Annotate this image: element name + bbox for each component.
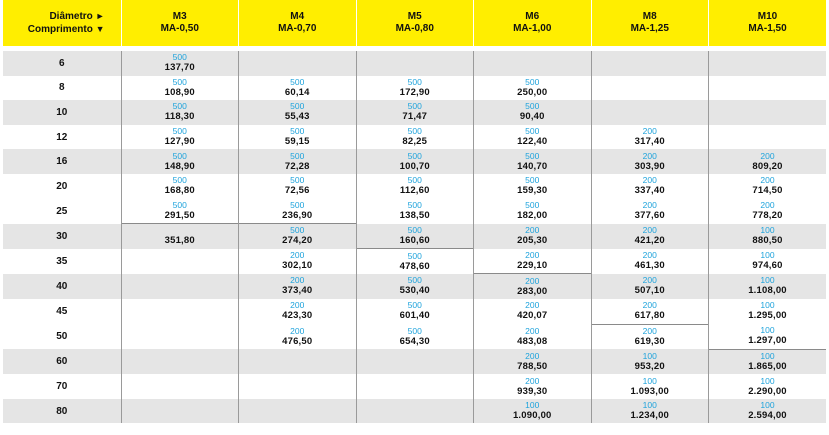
price-cell: [474, 199, 592, 224]
unit-price: 160,60: [399, 234, 430, 246]
pack-quantity: 100: [642, 400, 657, 411]
length-cell: 45: [3, 299, 121, 324]
unit-price: 461,30: [634, 260, 665, 272]
unit-price: 303,90: [634, 160, 665, 172]
length-cell: 80: [3, 399, 121, 424]
price-table: [3, 0, 826, 423]
price-cell: [121, 76, 239, 101]
price-cell: [239, 274, 357, 299]
unit-price: 478,60: [399, 260, 430, 272]
pack-quantity: 500: [172, 150, 187, 161]
pack-quantity: 500: [407, 325, 422, 336]
price-cell: [239, 174, 357, 199]
pack-quantity: 200: [525, 250, 540, 261]
right-arrow-icon: ►: [95, 11, 105, 21]
price-cell: [239, 399, 357, 424]
pack-quantity: 100: [760, 325, 775, 336]
column-header-m10: M10 MA-1,50: [709, 0, 827, 46]
pack-quantity: 100: [760, 250, 775, 261]
price-cell: [474, 125, 592, 150]
pack-quantity: 200: [642, 250, 657, 261]
table-row: [3, 249, 826, 274]
price-cell: [121, 299, 239, 324]
length-cell: 12: [3, 125, 121, 150]
unit-price: 302,10: [282, 260, 313, 272]
price-cell: [356, 224, 474, 249]
unit-price: 619,30: [634, 335, 665, 347]
unit-price: 1.865,00: [748, 360, 787, 372]
pack-quantity: 500: [290, 101, 305, 112]
unit-price: 373,40: [282, 285, 313, 297]
table-row: [3, 100, 826, 125]
length-cell: 40: [3, 274, 121, 299]
unit-price: 2.594,00: [748, 410, 787, 422]
pack-quantity: 200: [525, 375, 540, 386]
unit-price: 654,30: [399, 335, 430, 347]
pack-quantity: 200: [525, 350, 540, 361]
length-cell: 8: [3, 76, 121, 101]
pack-quantity: 100: [525, 400, 540, 411]
unit-price: 59,15: [284, 136, 310, 148]
pack-quantity: 500: [407, 175, 422, 186]
price-cell: [709, 399, 827, 424]
price-cell: [474, 374, 592, 399]
unit-price: 809,20: [752, 160, 783, 172]
price-cell: [591, 149, 709, 174]
price-cell: [356, 299, 474, 324]
unit-price: 880,50: [752, 235, 783, 247]
price-cell: [709, 149, 827, 174]
length-cell: 10: [3, 100, 121, 125]
price-cell: [356, 374, 474, 399]
unit-price: 159,30: [517, 185, 548, 197]
price-cell: [591, 324, 709, 349]
pack-quantity: 200: [642, 200, 657, 211]
price-cell: [709, 374, 827, 399]
unit-price: 82,25: [402, 136, 428, 148]
pack-quantity: 500: [290, 225, 305, 236]
table-row: [3, 299, 826, 324]
column-header-m6: M6 MA-1,00: [474, 0, 592, 46]
price-cell: [121, 149, 239, 174]
pack-quantity: 100: [760, 350, 775, 361]
table-body: [3, 46, 826, 423]
unit-price: 317,40: [634, 136, 665, 148]
price-cell: [591, 51, 709, 76]
price-cell: [239, 100, 357, 125]
table-row: [3, 349, 826, 374]
price-cell: [591, 76, 709, 101]
pack-quantity: 500: [407, 126, 422, 137]
pack-quantity: 500: [172, 175, 187, 186]
pack-quantity: 200: [290, 275, 305, 286]
price-cell: [474, 51, 592, 76]
unit-price: 1.234,00: [630, 410, 670, 422]
price-cell: [591, 224, 709, 249]
unit-price: 100,70: [399, 160, 430, 172]
pack-quantity: 200: [760, 200, 775, 211]
price-cell: [356, 76, 474, 101]
price-cell: [239, 51, 357, 76]
price-cell: [356, 174, 474, 199]
unit-price: 1.297,00: [748, 335, 787, 347]
price-cell: [709, 100, 827, 125]
price-cell: [591, 299, 709, 324]
price-cell: [709, 125, 827, 150]
price-cell: [591, 125, 709, 150]
price-cell: [121, 125, 239, 150]
price-cell: [356, 249, 474, 274]
unit-price: 90,40: [519, 111, 545, 123]
unit-price: 1.093,00: [630, 385, 670, 397]
pack-quantity: 500: [407, 275, 422, 286]
pack-quantity: 200: [642, 325, 657, 336]
unit-price: 140,70: [517, 160, 548, 172]
column-header-m4: M4 MA-0,70: [239, 0, 357, 46]
price-cell: [591, 100, 709, 125]
price-cell: [356, 100, 474, 125]
unit-price: 423,30: [282, 310, 313, 322]
table-row: [3, 51, 826, 76]
unit-price: 60,14: [284, 86, 310, 98]
unit-price: 55,43: [284, 111, 310, 123]
price-cell: [474, 349, 592, 374]
price-cell: [239, 374, 357, 399]
price-cell: [121, 224, 239, 249]
unit-price: 530,40: [399, 285, 430, 297]
pack-quantity: 500: [290, 150, 305, 161]
unit-price: 351,80: [164, 235, 195, 247]
price-cell: [591, 274, 709, 299]
unit-price: 108,90: [164, 86, 195, 98]
price-cell: [709, 349, 827, 374]
unit-price: 778,20: [752, 210, 783, 222]
unit-price: 953,20: [634, 360, 665, 372]
table-row: [3, 274, 826, 299]
price-cell: [474, 324, 592, 349]
pack-quantity: 200: [525, 225, 540, 236]
pack-quantity: 100: [760, 300, 775, 311]
unit-price: 168,80: [164, 185, 195, 197]
price-cell: [709, 76, 827, 101]
price-cell: [121, 174, 239, 199]
price-cell: [709, 174, 827, 199]
unit-price: 229,10: [517, 260, 548, 272]
unit-price: 236,90: [282, 209, 313, 221]
price-cell: [121, 51, 239, 76]
unit-price: 974,60: [752, 260, 783, 272]
length-cell: 60: [3, 349, 121, 374]
unit-price: 1.090,00: [512, 410, 552, 422]
unit-price: 291,50: [164, 209, 195, 221]
length-cell: 35: [3, 249, 121, 274]
price-cell: [239, 349, 357, 374]
unit-price: 377,60: [634, 210, 665, 222]
pack-quantity: 500: [525, 126, 540, 137]
pack-quantity: 100: [760, 400, 775, 411]
unit-price: 138,50: [399, 210, 430, 222]
pack-quantity: 500: [290, 175, 305, 186]
length-cell: 70: [3, 374, 121, 399]
unit-price: 476,50: [282, 335, 313, 347]
length-cell: 30: [3, 224, 121, 249]
unit-price: 127,90: [164, 136, 195, 148]
price-cell: [356, 199, 474, 224]
price-cell: [121, 399, 239, 424]
price-cell: [591, 199, 709, 224]
unit-price: 274,20: [282, 235, 313, 247]
price-cell: [709, 224, 827, 249]
pack-quantity: 100: [760, 375, 775, 386]
price-cell: [239, 199, 357, 224]
pack-quantity: 200: [642, 300, 657, 311]
pack-quantity: 200: [642, 275, 657, 286]
unit-price: 172,90: [399, 86, 430, 98]
length-cell: 6: [3, 51, 121, 76]
pack-quantity: 500: [407, 224, 422, 235]
pack-quantity: 100: [642, 375, 657, 386]
pack-quantity: 200: [290, 300, 305, 311]
unit-price: 205,30: [517, 235, 548, 247]
header-row: [3, 0, 826, 46]
price-cell: [709, 274, 827, 299]
price-cell: [591, 174, 709, 199]
price-cell: [356, 324, 474, 349]
table-row: [3, 399, 826, 424]
unit-price: 137,70: [164, 62, 195, 74]
price-cell: [709, 324, 827, 349]
price-cell: [239, 149, 357, 174]
price-cell: [591, 374, 709, 399]
unit-price: 112,60: [399, 185, 430, 197]
unit-price: 714,50: [752, 185, 783, 197]
pack-quantity: 500: [172, 101, 187, 112]
unit-price: 122,40: [517, 136, 548, 148]
price-cell: [709, 51, 827, 76]
pack-quantity: 500: [290, 199, 305, 210]
price-cell: [121, 324, 239, 349]
column-header-m8: M8 MA-1,25: [591, 0, 709, 46]
unit-price: 283,00: [517, 285, 548, 297]
pack-quantity: 500: [525, 150, 540, 161]
pack-quantity: 500: [407, 200, 422, 211]
pack-quantity: 200: [760, 175, 775, 186]
price-cell: [239, 249, 357, 274]
unit-price: 788,50: [517, 360, 548, 372]
length-cell: 16: [3, 149, 121, 174]
price-cell: [121, 349, 239, 374]
price-cell: [474, 299, 592, 324]
pack-quantity: 200: [525, 325, 540, 336]
price-cell: [239, 125, 357, 150]
pack-quantity: 500: [407, 76, 422, 87]
unit-price: 148,90: [164, 160, 195, 172]
pack-quantity: 100: [760, 225, 775, 236]
table-row: [3, 149, 826, 174]
pack-quantity: 500: [525, 200, 540, 211]
pack-quantity: 500: [290, 76, 305, 87]
table-row: [3, 76, 826, 101]
pack-quantity: 100: [642, 350, 657, 361]
column-header-m5: M5 MA-0,80: [356, 0, 474, 46]
pack-quantity: 500: [407, 250, 422, 261]
unit-price: 421,20: [634, 235, 665, 247]
unit-price: 182,00: [517, 210, 548, 222]
price-cell: [591, 249, 709, 274]
unit-price: 601,40: [399, 310, 430, 322]
table-row: [3, 374, 826, 399]
length-label: Comprimento: [27, 24, 93, 35]
price-cell: [474, 224, 592, 249]
pack-quantity: 200: [760, 150, 775, 161]
pack-quantity: 500: [172, 126, 187, 137]
price-cell: [239, 299, 357, 324]
price-cell: [591, 399, 709, 424]
price-cell: [121, 249, 239, 274]
pack-quantity: 500: [172, 52, 187, 63]
pack-quantity: 500: [290, 126, 305, 137]
pack-quantity: 500: [172, 199, 187, 210]
unit-price: 118,30: [164, 111, 195, 123]
unit-price: 483,08: [517, 335, 548, 347]
unit-price: 420,07: [517, 310, 548, 322]
price-cell: [239, 324, 357, 349]
pack-quantity: 200: [290, 325, 305, 336]
price-cell: [356, 51, 474, 76]
price-cell: [474, 399, 592, 424]
pack-quantity: 500: [407, 150, 422, 161]
price-cell: [356, 349, 474, 374]
table-row: [3, 199, 826, 224]
table-row: [3, 174, 826, 199]
length-cell: 25: [3, 199, 121, 224]
table-row: [3, 324, 826, 349]
price-cell: [474, 174, 592, 199]
price-cell: [121, 374, 239, 399]
price-cell: [591, 349, 709, 374]
price-cell: [239, 224, 357, 249]
pack-quantity: 200: [525, 275, 540, 286]
unit-price: 617,80: [634, 310, 665, 322]
unit-price: 2.290,00: [748, 385, 787, 397]
price-cell: [474, 274, 592, 299]
pack-quantity: 200: [642, 175, 657, 186]
price-cell: [474, 249, 592, 274]
pack-quantity: 200: [642, 225, 657, 236]
diameter-label: Diâmetro: [49, 11, 93, 22]
pack-quantity: 200: [525, 300, 540, 311]
price-cell: [121, 199, 239, 224]
pack-quantity: [122, 226, 239, 235]
price-cell: [239, 76, 357, 101]
unit-price: 1.108,00: [748, 285, 787, 297]
pack-quantity: 500: [525, 175, 540, 186]
price-cell: [356, 125, 474, 150]
pack-quantity: 200: [290, 250, 305, 261]
table-row: [3, 224, 826, 249]
price-cell: [474, 76, 592, 101]
unit-price: 72,28: [284, 160, 310, 172]
price-cell: [356, 149, 474, 174]
price-cell: [121, 274, 239, 299]
unit-price: 939,30: [517, 385, 548, 397]
pack-quantity: 500: [407, 101, 422, 112]
price-cell: [121, 100, 239, 125]
unit-price: 337,40: [634, 185, 665, 197]
unit-price: 507,10: [634, 285, 665, 297]
length-cell: 20: [3, 174, 121, 199]
pack-quantity: 500: [525, 101, 540, 112]
pack-quantity: 100: [760, 275, 775, 286]
pack-quantity: 200: [642, 126, 657, 137]
price-cell: [709, 299, 827, 324]
axis-label-cell: [3, 0, 121, 46]
unit-price: 72,56: [284, 185, 310, 197]
price-cell: [709, 199, 827, 224]
price-cell: [474, 100, 592, 125]
unit-price: 250,00: [517, 86, 548, 98]
price-cell: [474, 149, 592, 174]
price-cell: [356, 399, 474, 424]
table-row: [3, 125, 826, 150]
price-cell: [356, 274, 474, 299]
unit-price: 1.295,00: [748, 310, 787, 322]
pack-quantity: 500: [407, 300, 422, 311]
pack-quantity: 500: [525, 76, 540, 87]
column-header-m3: M3 MA-0,50: [121, 0, 239, 46]
down-arrow-icon: ▼: [95, 24, 105, 34]
length-cell: 50: [3, 324, 121, 349]
pack-quantity: 500: [172, 76, 187, 87]
price-cell: [709, 249, 827, 274]
unit-price: 71,47: [402, 111, 428, 123]
pack-quantity: 200: [642, 150, 657, 161]
